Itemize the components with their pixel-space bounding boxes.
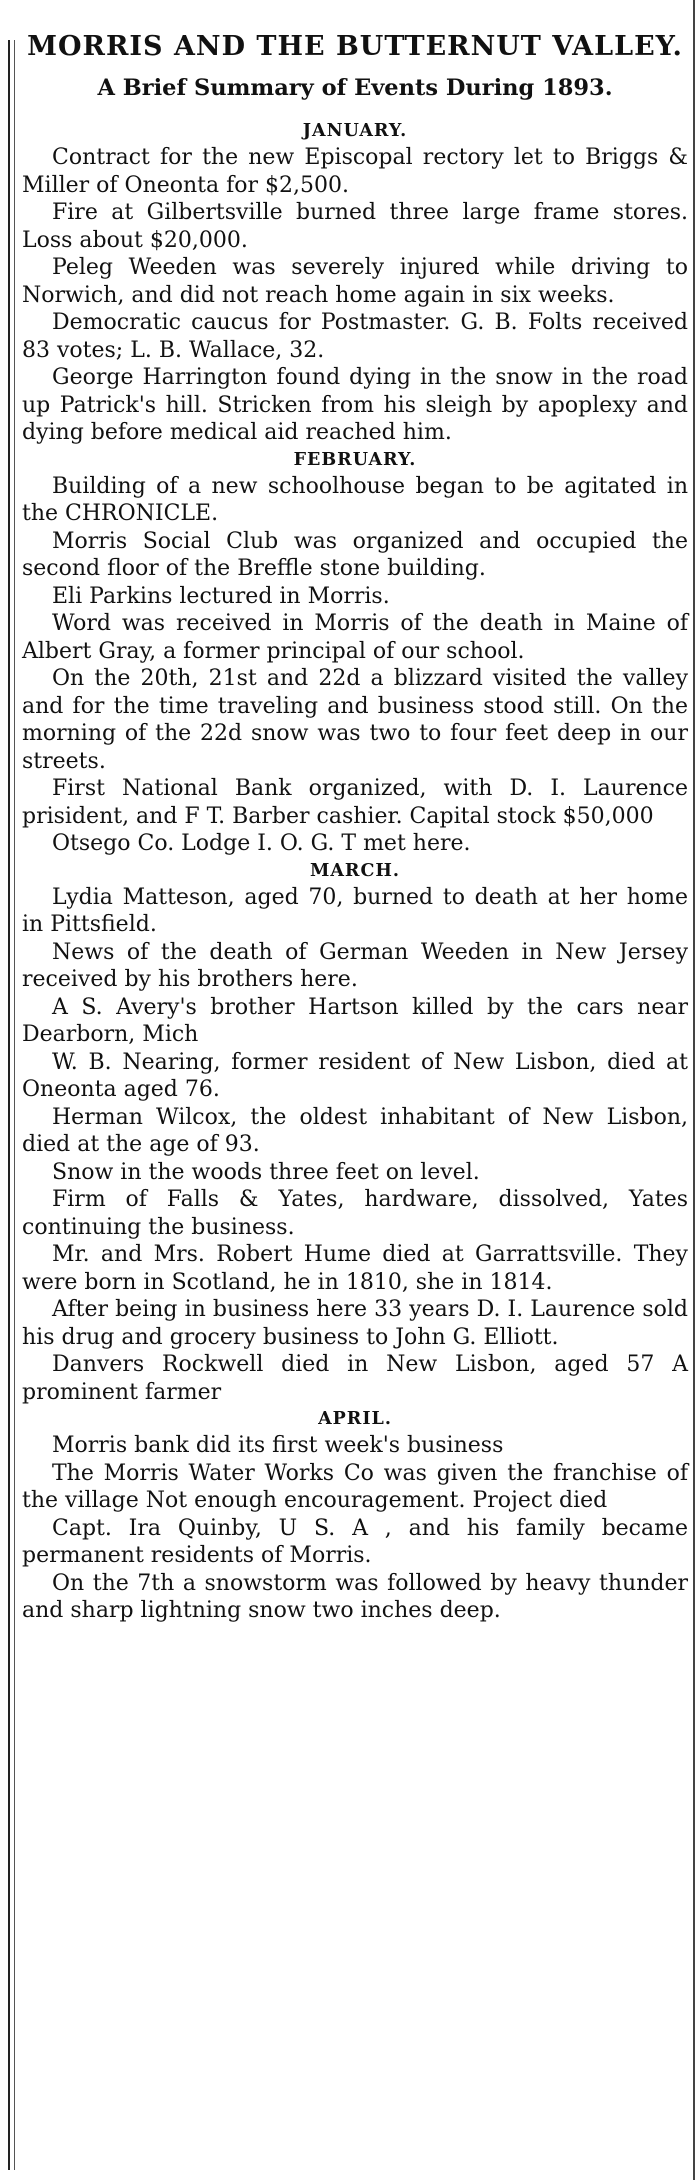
event-item: George Harrington found dying in the snow in the road up Patrick's hill. Stricken from his sleigh by apoplexy and dying before medical aid reached him. <box>22 365 688 445</box>
month-heading: APRIL. <box>318 1409 392 1429</box>
month-heading: JANUARY. <box>302 121 408 141</box>
month-section <box>22 858 688 1407</box>
event-item: Morris Social Club was organized and occupied the second floor of the Breffle stone building. <box>22 528 688 581</box>
event-item: Snow in the woods three feet on level. <box>52 1159 480 1185</box>
event-item: The Morris Water Works Co was given the franchise of the village Not enough encouragement. Project died <box>22 1460 688 1513</box>
column-rule-left-inner <box>14 40 15 2170</box>
month-heading: MARCH. <box>309 860 401 881</box>
event-sections <box>22 118 688 1625</box>
article <box>22 28 688 1625</box>
event-item: News of the death of German Weeden in New Jersey received by his brothers here. <box>22 939 688 992</box>
event-item: Capt. Ira Quinby, U S. A , and his family became permanent residents of Morris. <box>22 1515 688 1568</box>
headline: MORRIS AND THE BUTTERNUT VALLEY. <box>27 31 683 62</box>
event-item: Mr. and Mrs. Robert Hume died at Garrattsville. They were born in Scotland, he in 1810, she in 1814. <box>22 1242 688 1295</box>
event-item: Herman Wilcox, the oldest inhabitant of New Lisbon, died at the age of 93. <box>22 1104 688 1157</box>
event-item: Morris bank did its first week's business <box>52 1433 504 1458</box>
event-item: On the 20th, 21st and 22d a blizzard visited the valley and for the time traveling and business stood still. On the morning of the 22d snow was two to four feet deep in our streets. <box>22 666 688 774</box>
month-section <box>22 1406 688 1625</box>
event-item: Firm of Falls & Yates, hardware, dissolved, Yates continuing the business. <box>22 1187 688 1240</box>
month-section <box>22 118 688 447</box>
month-heading: FEBRUARY. <box>293 449 417 470</box>
column-rule-left <box>8 40 10 2170</box>
event-item: Contract for the new Episcopal rectory let to Briggs & Miller of Oneonta for $2,500. <box>22 145 688 198</box>
event-item: Building of a new schoolhouse began to be agitated in the CHRONICLE. <box>22 473 688 526</box>
event-item: Fire at Gilbertsville burned three large frame stores. Loss about $20,000. <box>22 200 688 253</box>
event-item: W. B. Nearing, former resident of New Lisbon, died at Oneonta aged 76. <box>22 1049 688 1102</box>
subhead: A Brief Summary of Events During 1893. <box>97 75 613 101</box>
month-section <box>22 447 688 858</box>
event-item: Peleg Weeden was severely injured while driving to Norwich, and did not reach home again in six weeks. <box>22 255 688 308</box>
event-item: Otsego Co. Lodge I. O. G. T met here. <box>52 831 471 856</box>
event-item: On the 7th a snowstorm was followed by heavy thunder and sharp lightning snow two inches deep. <box>22 1570 688 1623</box>
event-item: A S. Avery's brother Hartson killed by the cars near Dearborn, Mich <box>22 994 688 1047</box>
event-item: First National Bank organized, with D. I. Laurence prisident, and F T. Barber cashier. Capital stock $50,000 <box>22 776 688 829</box>
event-item: After being in business here 33 years D. I. Laurence sold his drug and grocery business to John G. Elliott. <box>22 1297 688 1350</box>
event-item: Eli Parkins lectured in Morris. <box>52 583 390 609</box>
event-item: Word was received in Morris of the death in Maine of Albert Gray, a former principal of our school. <box>22 611 688 664</box>
event-item: Danvers Rockwell died in New Lisbon, aged 57 A prominent farmer <box>22 1352 688 1405</box>
event-item: Lydia Matteson, aged 70, burned to death at her home in Pittsfield. <box>22 884 688 937</box>
event-item: Democratic caucus for Postmaster. G. B. Folts received 83 votes; L. B. Wallace, 32. <box>22 310 688 363</box>
